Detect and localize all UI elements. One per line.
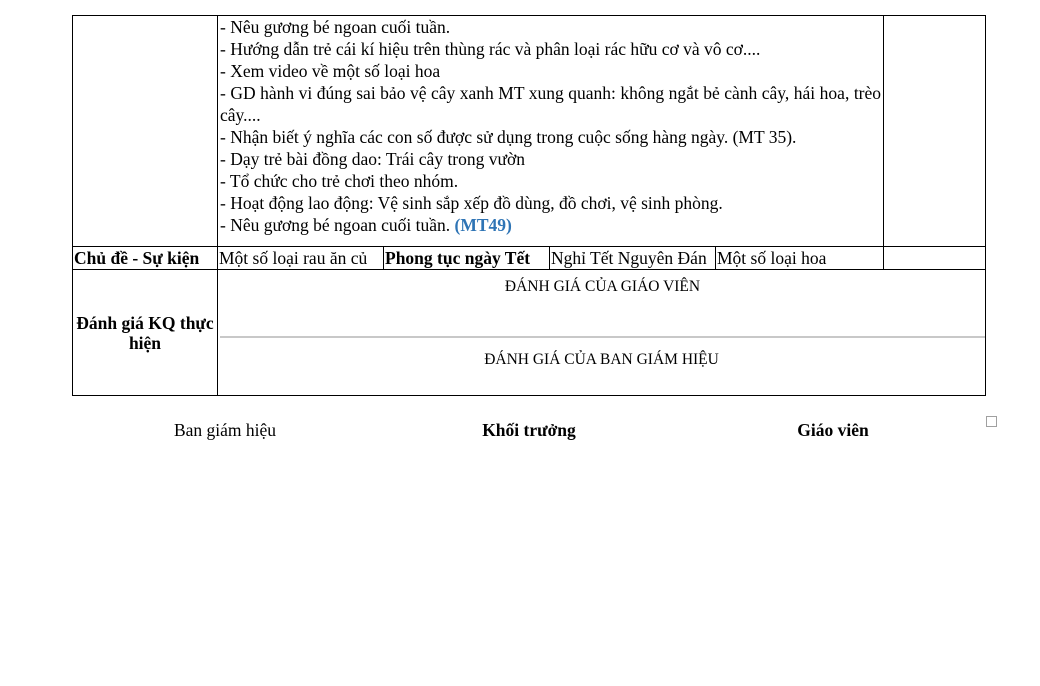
activity-item: - Xem video về một số loại hoa [220, 61, 441, 81]
activity-item-last [220, 214, 881, 236]
activity-item: - Dạy trẻ bài đồng dao: Trái cây trong vườn [220, 149, 526, 169]
activity-item: - Tổ chức cho trẻ chơi theo nhóm. [220, 171, 459, 191]
evaluation-label: Đánh giá KQ thực hiện [73, 270, 218, 396]
objective-code: (MT49) [454, 215, 512, 235]
topic-row [73, 247, 986, 270]
evaluation-cell [218, 270, 986, 396]
activities-cell [218, 16, 884, 247]
board-evaluation[interactable]: ĐÁNH GIÁ CỦA BAN GIÁM HIỆU [484, 351, 719, 368]
signature-teacher: Giáo viên [797, 420, 869, 440]
signature-board: Ban giám hiệu [173, 420, 277, 440]
teacher-evaluation[interactable]: ĐÁNH GIÁ CỦA GIÁO VIÊN [220, 270, 985, 338]
activities-label-cell [73, 16, 218, 247]
topic-label: Chủ đề - Sự kiện [73, 247, 218, 270]
activities-extra-cell [884, 16, 986, 247]
activity-item: - GD hành vi đúng sai bảo vệ cây xanh MT xung quanh: không ngắt bẻ cành cây, hái hoa, trèo cây.... [220, 83, 882, 125]
plan-table [72, 15, 986, 396]
table-end-marker-icon [986, 416, 997, 427]
topic-extra [884, 247, 986, 270]
topic-week-3: Nghỉ Tết Nguyên Đán [550, 247, 716, 270]
signature-head: Khối trưởng [482, 420, 576, 440]
topic-week-4: Một số loại hoa [716, 247, 884, 270]
activity-item: - Nêu gương bé ngoan cuối tuần. [220, 17, 451, 37]
activity-item: - Nhận biết ý nghĩa các con số được sử dụng trong cuộc sống hàng ngày. (MT 35). [220, 127, 797, 147]
activity-item: - Hướng dẫn trẻ cái kí hiệu trên thùng rác và phân loại rác hữu cơ và vô cơ.... [220, 39, 761, 59]
activity-item: - Hoạt động lao động: Vệ sinh sắp xếp đồ dùng, đồ chơi, vệ sinh phòng. [220, 193, 723, 213]
topic-week-1: Một số loại rau ăn củ [218, 247, 384, 270]
evaluation-row [73, 270, 986, 396]
activities-row [73, 16, 986, 247]
activity-text: - Nêu gương bé ngoan cuối tuần. [220, 215, 455, 235]
topic-week-2: Phong tục ngày Tết [384, 247, 550, 270]
